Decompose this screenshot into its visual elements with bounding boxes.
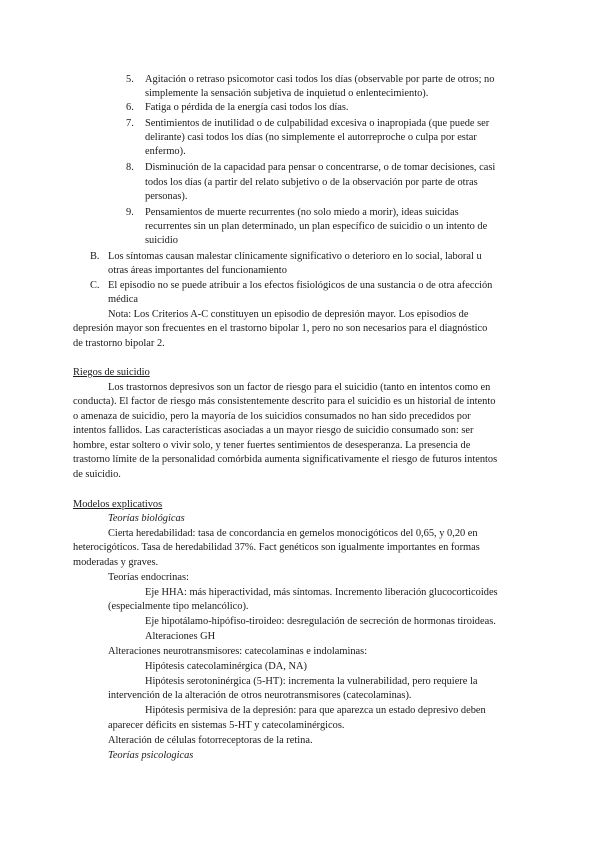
list-item-line: Fatiga o pérdida de la energía casi todos los días. (145, 102, 349, 113)
paragraph-line: Cierta heredabilidad: tasa de concordancia en gemelos monocigóticos del 0,65, y 0,20 en (108, 528, 478, 539)
list-item-line: Disminución de la capacidad para pensar o concentrarse, o de tomar decisiones, casi (145, 162, 496, 173)
list-item-line: Agitación o retraso psicomotor casi todos los días (observable por parte de otros; no (145, 74, 495, 85)
list-item-line: simplemente la sensación subjetiva de inquietud o enlentecimiento). (145, 88, 429, 99)
list-item-line: enfermo). (145, 146, 186, 157)
criterion-line: Los síntomas causan malestar clínicamente significativo o deterioro en lo social, laboral u (108, 251, 482, 262)
criterion-line: médica (108, 294, 138, 305)
criterion-letter: B. (90, 251, 100, 262)
paragraph-line: Eje hipotálamo-hipófiso-tiroideo: desregulación de secreción de hormonas tiroideas. (145, 616, 496, 627)
paragraph-line: intentos fallidos. Las características asociadas a un mayor riesgo de suicidio consumado son: ser (73, 425, 474, 436)
list-item-line: delirante) casi todos los días (no simplemente el autorreproche o culpa por estar (145, 132, 477, 143)
note-line: de trastorno bipolar 2. (73, 338, 165, 349)
subheading-endocrine: Teorías endocrinas: (108, 572, 189, 583)
list-item-line: recurrentes sin un plan determinado, un plan específico de suicidio o un intento de (145, 221, 488, 232)
paragraph-line: moderadas y graves. (73, 557, 159, 568)
paragraph-line: o amenaza de suicidio, pero la mayoría de los suicidios consumados no han sido precedidos por (73, 411, 471, 422)
paragraph-line: Los trastornos depresivos son un factor de riesgo para el suicidio (tanto en intentos como en (108, 382, 491, 393)
paragraph-line: heterocigóticos. Tasa de heredabilidad 37%. Fact genéticos son igualmente importantes en formas (73, 542, 480, 553)
paragraph-line: Alteraciones GH (145, 631, 216, 642)
criterion-line: El episodio no se puede atribuir a los efectos fisiológicos de una sustancia o de otra afección (108, 280, 493, 291)
paragraph-line: Eje HHA: más hiperactividad, más síntomas. Incremento liberación glucocorticoides (145, 587, 498, 598)
subheading-psychological: Teorías psicologicas (108, 750, 194, 761)
paragraph-line: (especialmente tipo melancólico). (108, 601, 249, 612)
paragraph-line: trastorno límite de la personalidad comórbida aumenta significativamente el riesgo de futuros intentos (73, 454, 498, 465)
paragraph-line: Hipótesis catecolaminérgica (DA, NA) (145, 661, 307, 672)
section-heading-models: Modelos explicativos (73, 499, 163, 510)
list-item-line: Pensamientos de muerte recurrentes (no solo miedo a morir), ideas suicidas (145, 207, 459, 218)
list-number: 8. (126, 162, 134, 173)
paragraph-line: hombre, estar soltero o vivir solo, y tener fuertes sentimientos de desesperanza. La presencia de (73, 440, 471, 451)
criterion-letter: C. (90, 280, 100, 291)
note-line: Nota: Los Criterios A-C constituyen un episodio de depresión mayor. Los episodios de (108, 309, 469, 320)
paragraph-line: intervención de la alteración de otros neurotransmisores (catecolaminas). (108, 690, 412, 701)
section-heading-suicide-risk: Riegos de suicidio (73, 367, 150, 378)
list-number: 9. (126, 207, 134, 218)
list-item-line: Sentimientos de inutilidad o de culpabilidad excesiva o inapropiada (que puede ser (145, 118, 490, 129)
paragraph-line: Alteración de células fotorreceptoras de la retina. (108, 735, 313, 746)
paragraph-line: Hipótesis permisiva de la depresión: para que aparezca un estado depresivo deben (145, 705, 486, 716)
paragraph-line: conducta). El factor de riesgo más consistentemente descrito para el suicidio es un historial de intento (73, 396, 496, 407)
list-number: 5. (126, 74, 134, 85)
list-number: 6. (126, 102, 134, 113)
list-item-line: todos los días (a partir del relato subjetivo o de la observación por parte de otras (145, 177, 478, 188)
note-line: depresión mayor son frecuentes en el trastorno bipolar 1, pero no son necesarios para el diagnóstico (73, 323, 488, 334)
criterion-line: otras áreas importantes del funcionamiento (108, 265, 287, 276)
list-item-line: personas). (145, 191, 188, 202)
list-item-line: suicidio (145, 235, 178, 246)
list-number: 7. (126, 118, 134, 129)
paragraph-line: de suicidio. (73, 469, 121, 480)
subheading-neurotransmitters: Alteraciones neurotransmisores: catecolaminas e indolaminas: (108, 646, 368, 657)
subheading-biological: Teorías biológicas (108, 513, 185, 524)
paragraph-line: Hipótesis serotoninérgica (5-HT): incrementa la vulnerabilidad, pero requiere la (145, 676, 478, 687)
paragraph-line: aparecer déficits en sistemas 5-HT y catecolaminérgicos. (108, 720, 345, 731)
